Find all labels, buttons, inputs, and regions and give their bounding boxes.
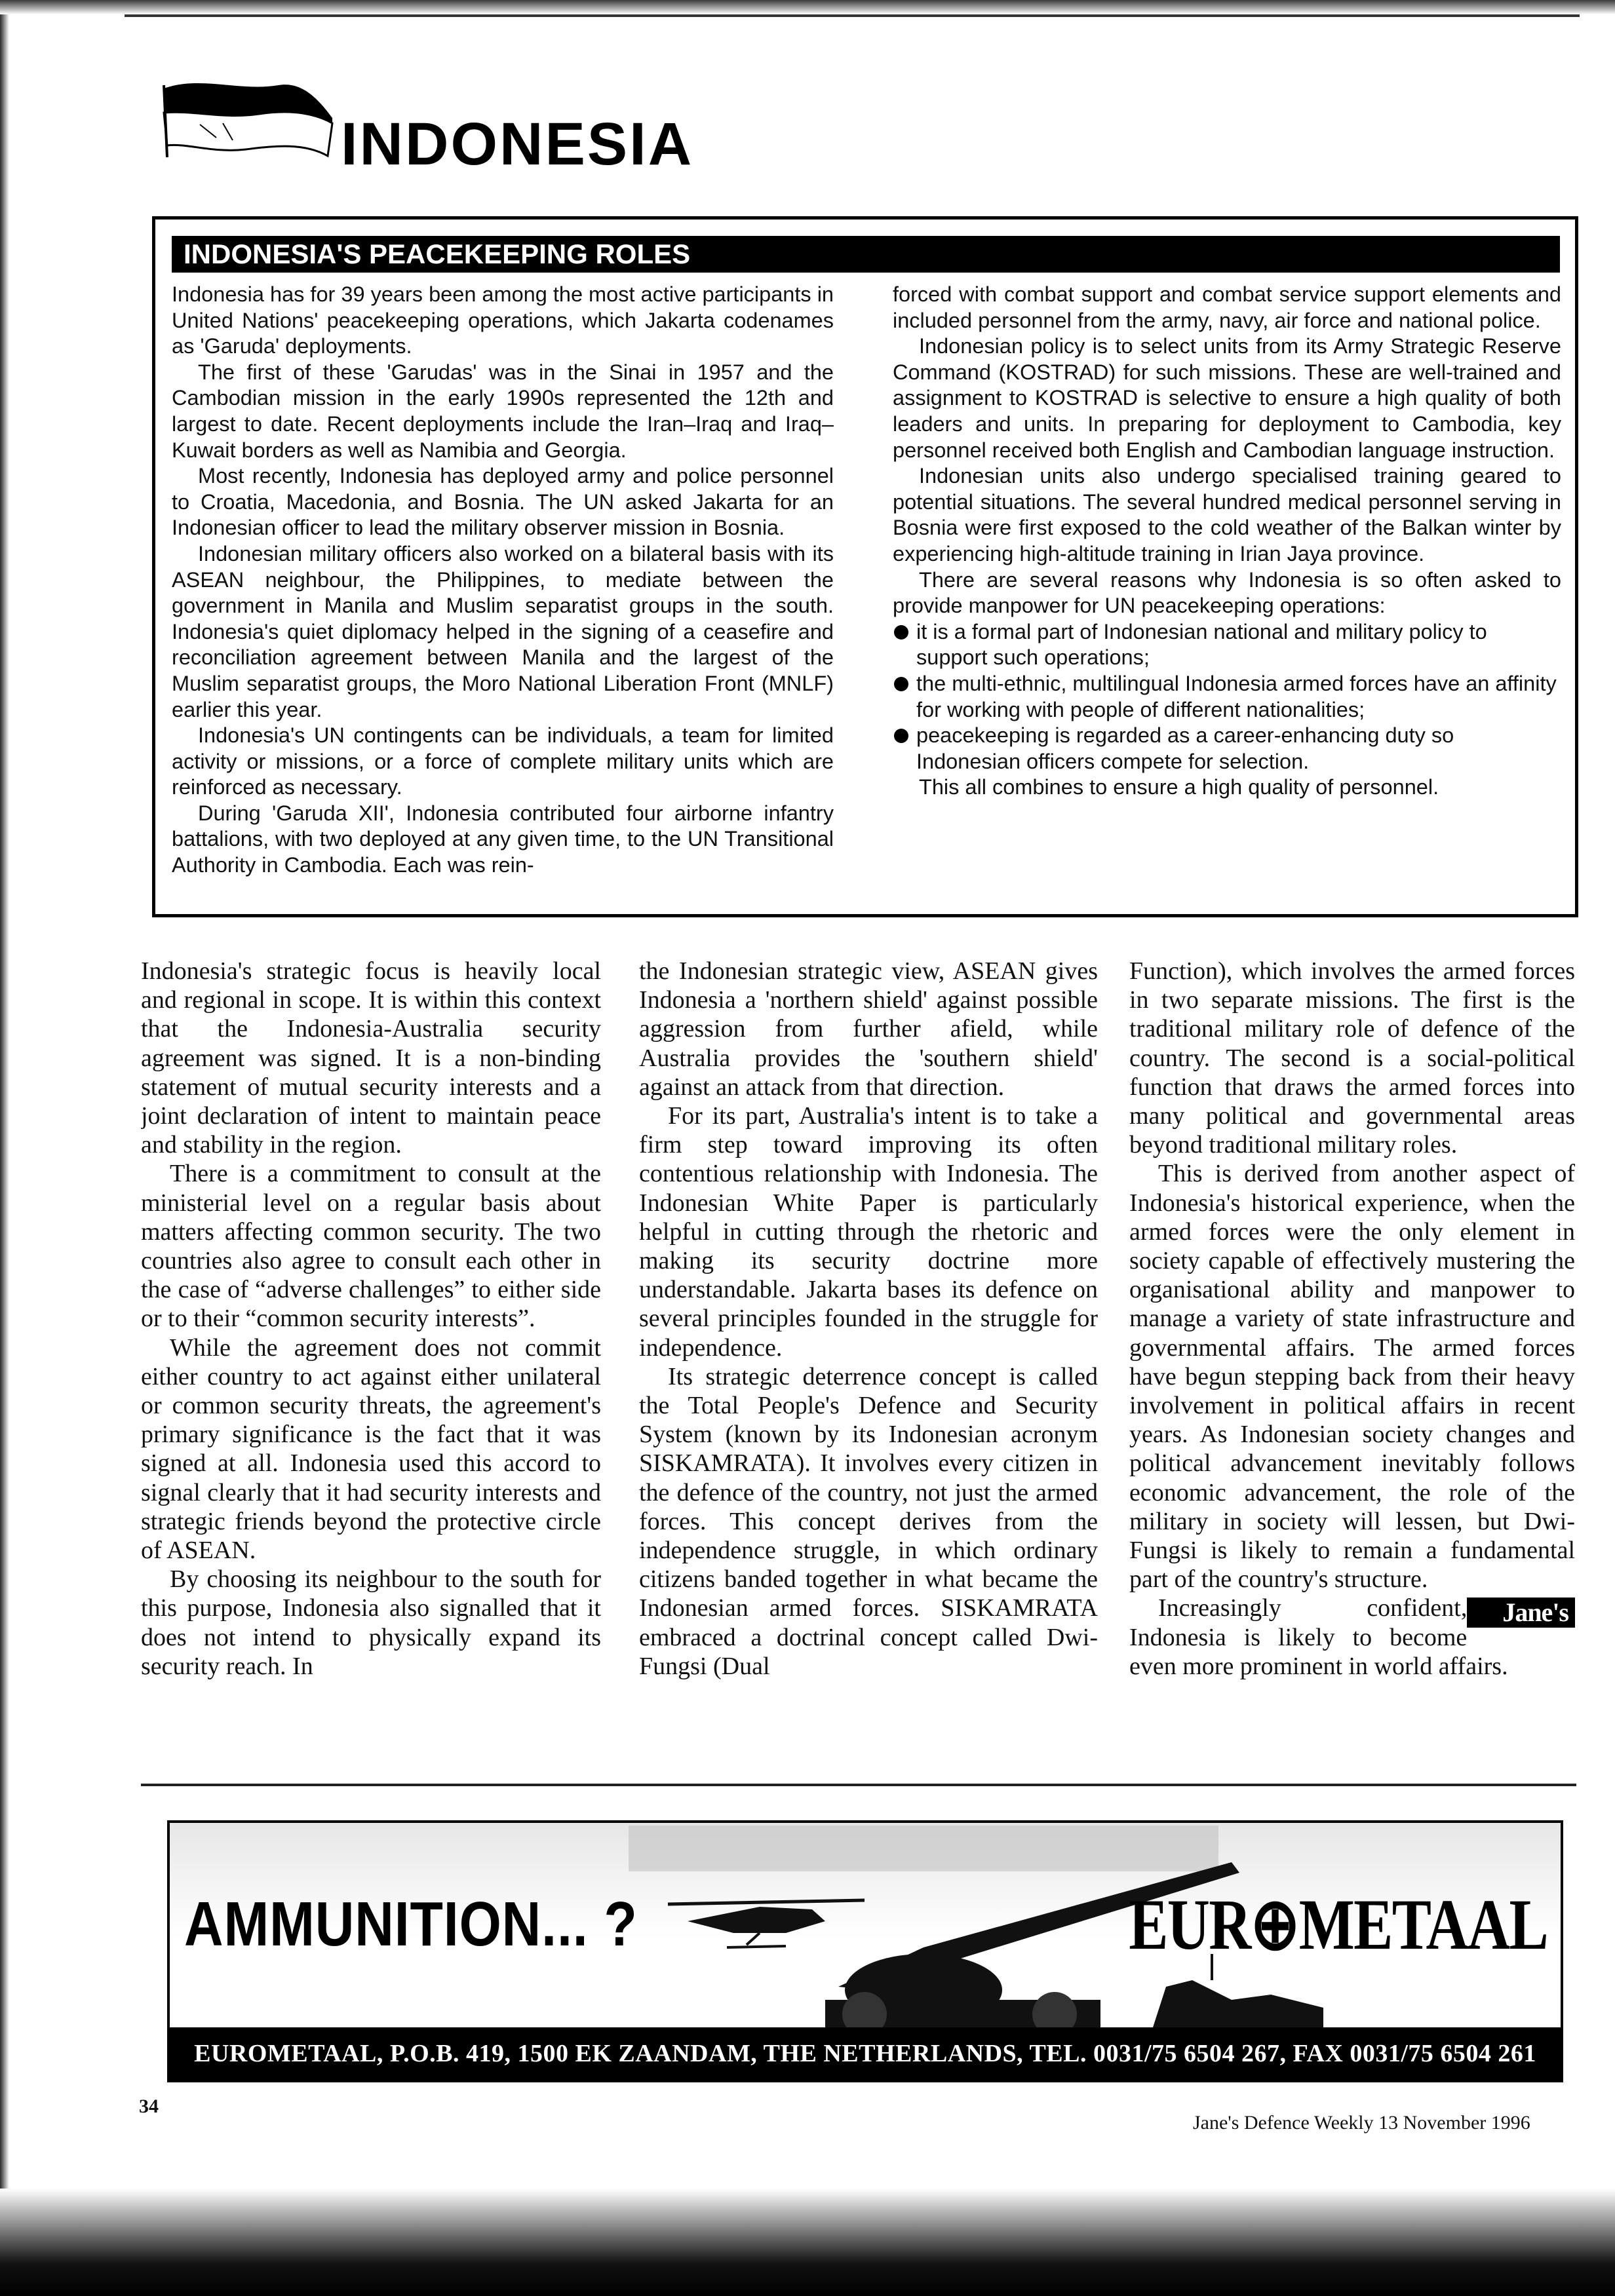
eurometaal-advertisement <box>167 1820 1563 2082</box>
top-rule <box>125 14 1580 17</box>
reason-text: it is a formal part of Indonesian national and military policy to support such operations; <box>916 619 1487 670</box>
sidebar-paragraph: Indonesian units also undergo specialised training geared to potential situations. The several hundred medical personnel serving in Bosnia were first exposed to the cold weather of the Balkan winter by experiencing high-altitude training in Irian Jaya province. <box>893 464 1561 565</box>
scan-shadow-top <box>0 0 1615 14</box>
reason-item <box>893 619 1561 671</box>
reason-text: peacekeeping is regarded as a career-enhancing duty so Indonesian officers compete for selection. <box>916 723 1454 773</box>
page-number: 34 <box>139 2095 159 2117</box>
reason-text: the multi-ethnic, multilingual Indonesia armed forces have an affinity for working with people of different nationalities; <box>916 671 1557 721</box>
article-paragraph: This is derived from another aspect of Indonesia's historical experience, when the armed forces were the only element in society capable of effectively mustering the organisational ability and manpower to manage a variety of state infrastructure and governmental affairs. The armed forces have begun stepping back from their heavy involvement in political affairs in recent years. As Indonesian society changes and political advancement inevitably follows economic advancement, the role of the military in society will lessen, but Dwi-Fungsi is likely to remain a fundamental part of the country's structure. <box>1129 1160 1575 1594</box>
article-paragraph: For its part, Australia's intent is to take a firm step toward improving its often contentious relationship with Indonesia. The Indonesian White Paper is particularly helpful in cutting through the rhetoric and making its security doctrine more understandable. Jakarta bases its defence on several principles founded in the struggle for independence. <box>639 1102 1098 1362</box>
sidebar-paragraph: Indonesian military officers also worked on a bilateral basis with its ASEAN neighbour, the Philippines, to mediate between the government in Manila and Muslim separatist groups in the south. Indonesia's quiet diplomacy helped in the signing of a ceasefire and reconciliation agreement between Manila and the largest of the Muslim separatist groups, the Moro National Liberation Front (MNLF) earlier this year. <box>172 541 834 721</box>
article-paragraph: Function), which involves the armed forces in two separate missions. The first is the traditional military role of defence of the country. The second is a social-political function that draws the armed forces into many political and governmental areas beyond traditional military roles. <box>1129 957 1575 1159</box>
sidebar-paragraph: Indonesian policy is to select units from its Army Strategic Reserve Command (KOSTRAD) for such missions. These are well-trained and assignment to KOSTRAD is selective to ensure a high quality of both leaders and units. In preparing for deployment to Cambodia, key personnel received both English and Cambodian language instruction. <box>893 334 1561 462</box>
article-paragraph: the Indonesian strategic view, ASEAN gives Indonesia a 'northern shield' against possible aggression from further afield, while Australia provides the 'southern shield' against an attack from that direction. <box>639 957 1098 1101</box>
article-paragraph: There is a commitment to consult at the ministerial level on a regular basis about matters affecting common security. The two countries also agree to consult each other in the case of “adverse challenges” to either side or to their “common security interests”. <box>141 1160 601 1333</box>
sidebar-paragraph: Most recently, Indonesia has deployed army and police personnel to Croatia, Macedonia, and Bosnia. The UN asked Jakarta for an Indonesian officer to lead the military observer mission in Bosnia. <box>172 464 834 540</box>
sidebar-paragraph: The first of these 'Garudas' was in the Sinai in 1957 and the Cambodian mission in the early 1990s represented the 12th and largest to date. Recent deployments include the Iran–Iraq and Iraq–Kuwait borders as well as Namibia and Georgia. <box>172 360 834 462</box>
bullet-dot-icon <box>894 677 908 691</box>
sidebar-paragraph: Indonesia has for 39 years been among the most active participants in United Nations' peacekeeping operations, which Jakarta codenames as 'Garuda' deployments. <box>172 282 834 358</box>
article-column-1 <box>141 957 601 1779</box>
article-paragraph: Indonesia's strategic focus is heavily local and regional in scope. It is within this context that the Indonesia-Australia security agreement was signed. It is a non-binding statement of mutual security interests and a joint declaration of intent to maintain peace and stability in the region. <box>141 957 601 1159</box>
article-paragraph: While the agreement does not commit either country to act against either unilateral or common security threats, the agreement's primary significance is the fact that it was signed at all. Indonesia used this accord to signal clearly that it had security interests and strategic friends beyond the protective circle of ASEAN. <box>141 1333 601 1565</box>
sidebar-paragraph: During 'Garuda XII', Indonesia contributed four airborne infantry battalions, with two deployed at any given time, to the UN Transitional Authority in Cambodia. Each was rein- <box>172 801 834 877</box>
eurometaal-logo: EUR⊕METAAL <box>1129 1885 1547 1964</box>
article-column-2 <box>639 957 1098 1779</box>
sidebar-closing: This all combines to ensure a high quality of personnel. <box>919 775 1439 799</box>
sidebar-column-1 <box>172 282 834 911</box>
article-paragraph: Its strategic deterrence concept is called the Total People's Defence and Security System (known by its Indonesian acronym SISKAMRATA). It involves every citizen in the defence of the country, not just the armed forces. This concept derives from the independence struggle, in which ordinary citizens banded together in what became the Indonesian armed forces. SISKAMRATA embraced a doctrinal concept called Dwi-Fungsi (Dual <box>639 1362 1098 1680</box>
sidebar-box-title: INDONESIA'S PEACEKEEPING ROLES <box>172 236 1560 273</box>
publication-footer: Jane's Defence Weekly 13 November 1996 <box>1193 2112 1530 2133</box>
sidebar-paragraph: forced with combat support and combat service support elements and included personnel from the army, navy, air force and national police. <box>893 282 1561 332</box>
ad-headline: AMMUNITION... ? <box>184 1889 638 1959</box>
sidebar-column-2 <box>893 282 1561 911</box>
reasons-list <box>893 619 1561 775</box>
article-paragraph <box>1129 1594 1575 1681</box>
bullet-dot-icon <box>894 625 908 640</box>
article-final-sentence: Increasingly confident, Indonesia is likely to become even more prominent in world affairs. <box>1129 1594 1508 1680</box>
reason-item <box>893 723 1561 775</box>
article-bottom-rule <box>141 1784 1576 1786</box>
scan-shadow-left <box>0 0 9 2296</box>
reason-item <box>893 671 1561 723</box>
scan-shadow-bottom <box>0 2189 1615 2296</box>
country-title: INDONESIA <box>341 111 694 178</box>
indonesia-flag-icon <box>161 72 338 161</box>
bullet-dot-icon <box>894 729 908 743</box>
article-paragraph: By choosing its neighbour to the south for this purpose, Indonesia also signalled that it does not intend to physically expand its security reach. In <box>141 1565 601 1680</box>
sidebar-paragraph: There are several reasons why Indonesia is so often asked to provide manpower for UN peacekeeping operations: <box>893 567 1561 618</box>
sidebar-paragraph: Indonesia's UN contingents can be individuals, a team for limited activity or missions, or a force of complete military units which are reinforced as necessary. <box>172 723 834 799</box>
janes-end-logo: Jane's <box>1467 1598 1575 1628</box>
ad-contact-bar: EUROMETAAL, P.O.B. 419, 1500 EK ZAANDAM, THE NETHERLANDS, TEL. 0031/75 6504 267, FAX 0031/75 6504 261 <box>170 2027 1561 2080</box>
article-column-3 <box>1129 957 1575 1779</box>
